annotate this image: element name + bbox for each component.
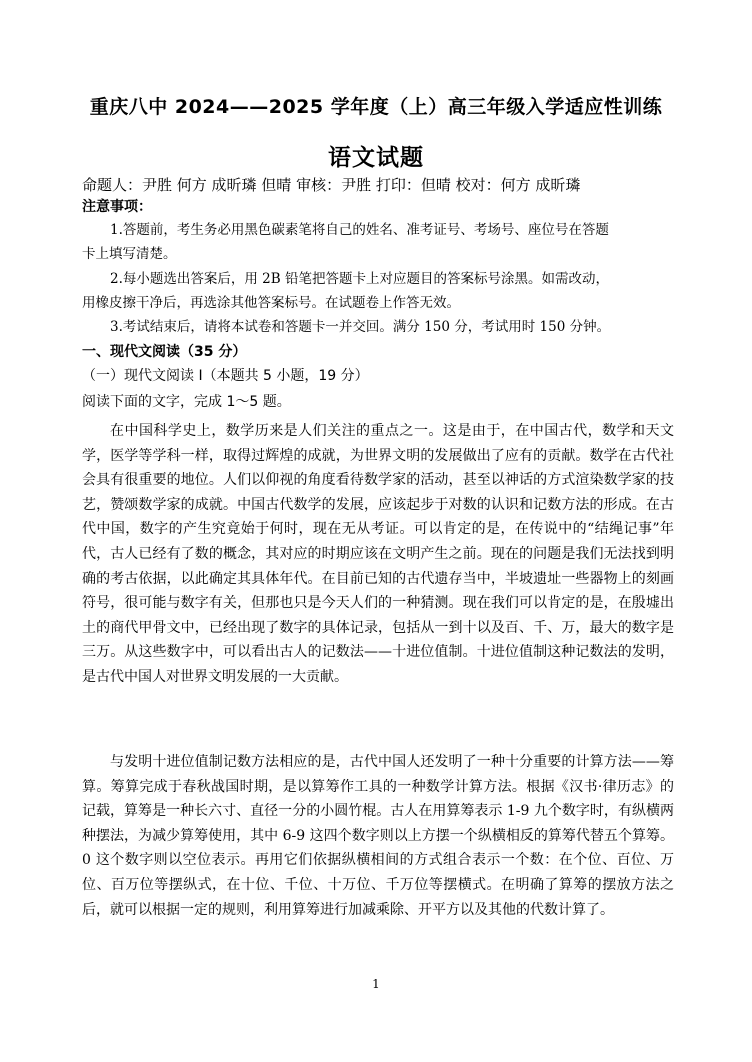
notice-heading: 注意事项： xyxy=(82,199,152,215)
notice-item-2-line-1: 2.每小题选出答案后，用 2B 铅笔把答题卡上对应题目的答案标号涂黑。如需改动， xyxy=(110,271,609,287)
reading-instruction: 阅读下面的文字，完成 1～5 题。 xyxy=(82,394,291,410)
page-number: 1 xyxy=(372,977,380,991)
section-subheading: （一）现代文阅读 I（本题共 5 小题，19 分） xyxy=(82,368,369,384)
exam-title: 重庆八中 2024——2025 学年度（上）高三年级入学适应性训练 xyxy=(89,96,663,118)
notice-item-1-line-2: 卡上填写清楚。 xyxy=(82,246,177,262)
notice-item-3: 3.考试结束后，请将本试卷和答题卡一并交回。满分 150 分，考试用时 150 分钟。 xyxy=(110,319,611,335)
section-heading: 一、现代文阅读（35 分） xyxy=(82,344,247,360)
passage-paragraph-2: 与发明十进位值制记数方法相应的是，古代中国人还发明了一种十分重要的计算方法——筹算。筹算完成于春秋战国时期，是以算筹作工具的一种数学计算方法。根据《汉书·律历志》的记载，算筹是一种长六寸、直径一分的小圆竹棍。古人在用算筹表示 1-9 九个数字时，有纵横两种摆法，为减少算筹使用，其中 6-9 这四个数字则以上方摆一个纵横相反的算筹代替五个算筹。0 这个数字则以空位表示。再用它们依据纵横相间的方式组合表示一个数：在个位、百位、万位、百万位等摆纵式，在十位、千位、十万位、千万位等摆横式。在明确了算筹的摆放方法之后，就可以根据一定的规则，利用算筹进行加减乘除、开平方以及其他的代数计算了。 xyxy=(82,754,674,918)
credits-line: 命题人：尹胜 何方 成昕璘 但晴 审核：尹胜 打印：但晴 校对：何方 成昕璘 xyxy=(82,176,581,194)
passage-paragraph-1: 在中国科学史上，数学历来是人们关注的重点之一。这是由于，在中国古代，数学和天文学，医学等学科一样，取得过辉煌的成就，为世界文明的发展做出了应有的贡献。数学在古代社会具有很重要的地位。人们以仰视的角度看待数学家的活动，甚至以神话的方式渲染数学家的技艺，赞颂数学家的成就。中国古代数学的发展，应该起步于对数的认识和记数方法的形成。在古代中国，数字的产生究竟始于何时，现在无从考证。可以肯定的是，在传说中的“结绳记事”年代，古人已经有了数的概念，其对应的时期应该在文明产生之前。现在的问题是我们无法找到明确的考古依据，以此确定其具体年代。在目前已知的古代遗存当中，半坡遗址一些器物上的刻画符号，很可能与数字有关，但那也只是今天人们的一种猜测。现在我们可以肯定的是，在殷墟出土的商代甲骨文中，已经出现了数字的具体记录，包括从一到十以及百、千、万，最大的数字是三万。从这些数字中，可以看出古人的记数法——十进位值制。十进位值制这种记数法的发明，是古代中国人对世界文明发展的一大贡献。 xyxy=(82,423,674,685)
notice-item-1-line-1: 1.答题前，考生务必用黑色碳素笔将自己的姓名、准考证号、考场号、座位号在答题 xyxy=(110,222,609,238)
exam-subtitle: 语文试题 xyxy=(328,145,424,171)
notice-item-2-line-2: 用橡皮擦干净后，再选涂其他答案标号。在试题卷上作答无效。 xyxy=(82,295,460,311)
